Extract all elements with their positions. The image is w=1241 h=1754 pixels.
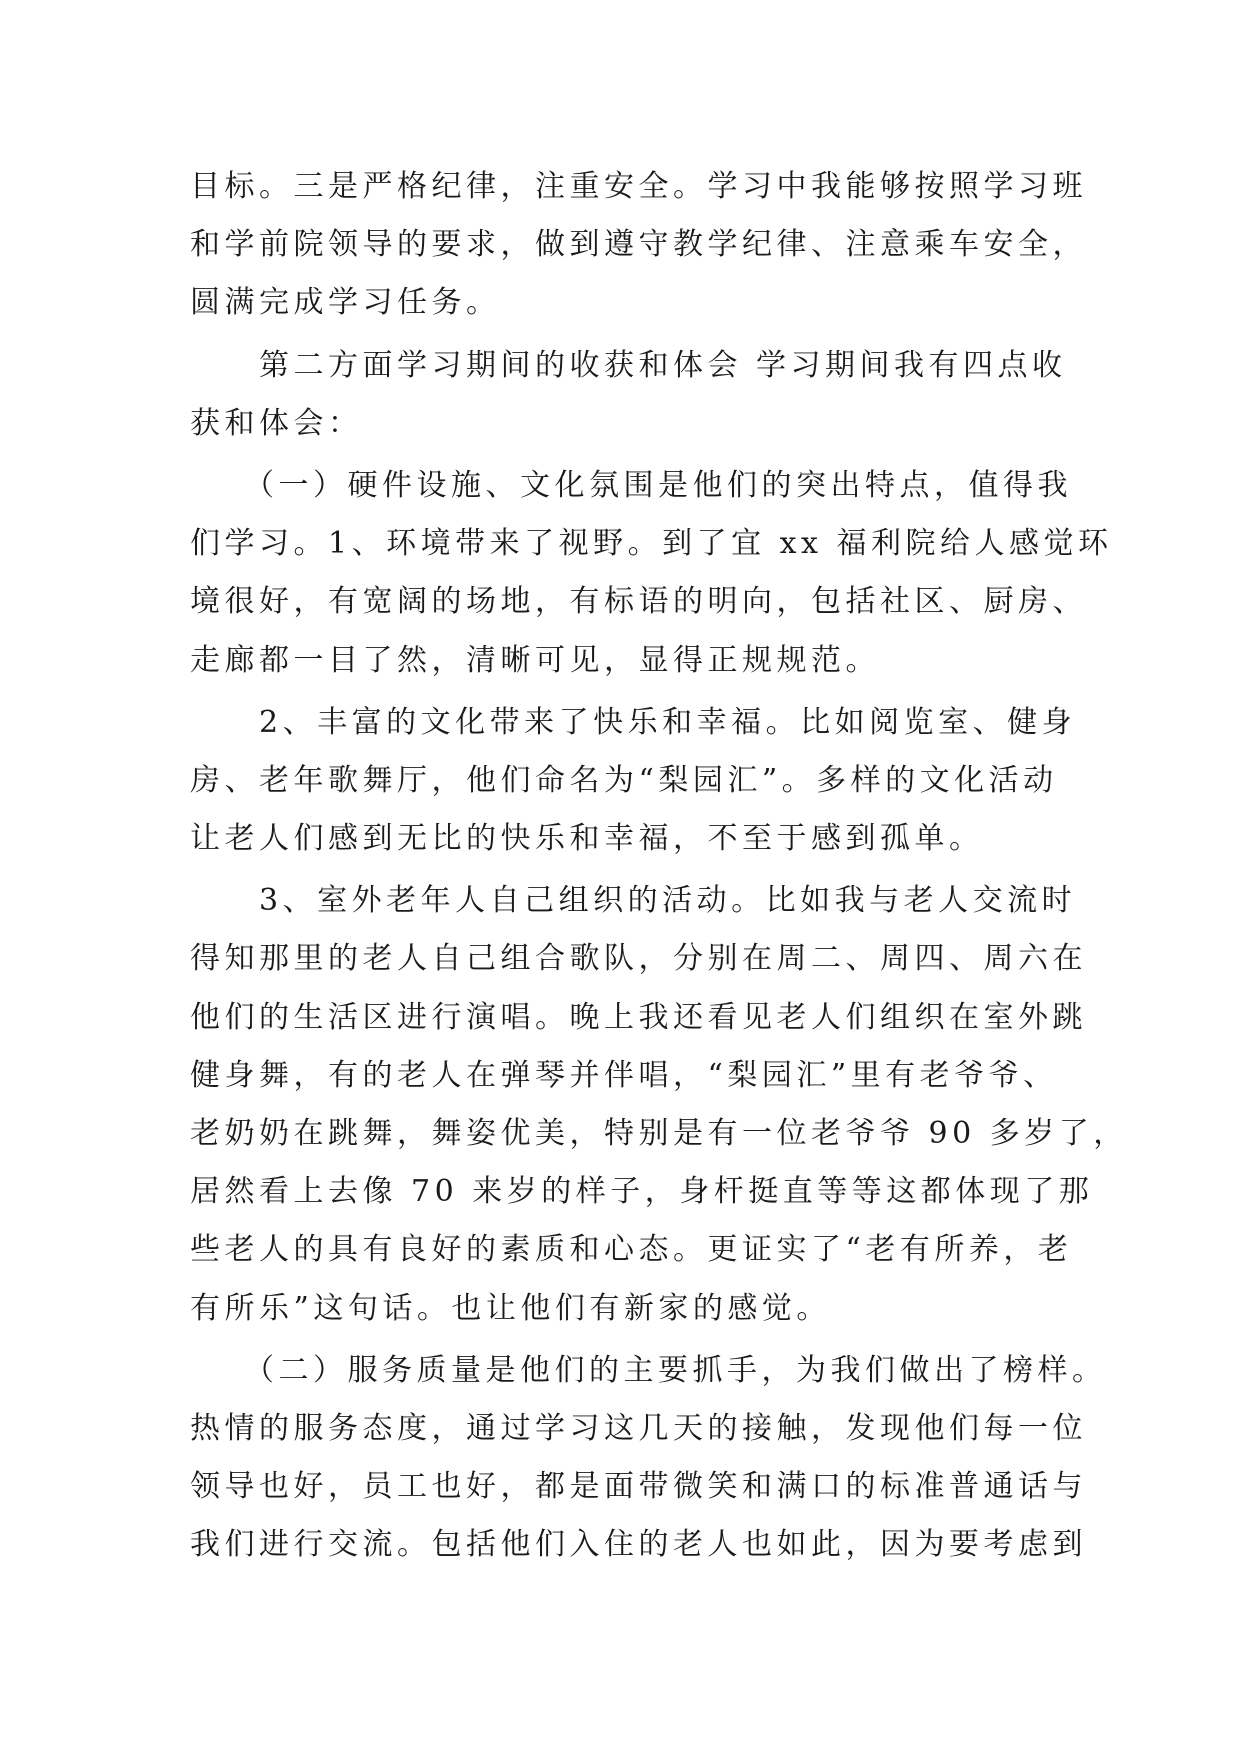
text-line-18: 居然看上去像 70 来岁的样子，身杆挺直等等这都体现了那 bbox=[190, 1174, 1094, 1210]
text-line-7: 们学习。1、环境带来了视野。到了宜 xx 福利院给人感觉环 bbox=[190, 526, 1113, 562]
text-line-17: 老奶奶在跳舞，舞姿优美，特别是有一位老爷爷 90 多岁了， bbox=[190, 1116, 1128, 1151]
text-line-4: 第二方面学习期间的收获和体会 学习期间我有四点收 bbox=[190, 347, 1067, 383]
text-line-13: 3、室外老年人自己组织的活动。比如我与老人交流时 bbox=[190, 883, 1077, 919]
text-line-12: 让老人们感到无比的快乐和幸福，不至于感到孤单。 bbox=[190, 821, 984, 857]
text-line-23: 领导也好，员工也好，都是面带微笑和满口的标准普通话与 bbox=[190, 1469, 1087, 1505]
text-line-21: （二）服务质量是他们的主要抓手，为我们做出了榜样。 bbox=[190, 1352, 1107, 1388]
text-line-24: 我们进行交流。包括他们入住的老人也如此，因为要考虑到 bbox=[190, 1527, 1087, 1563]
text-line-6: （一）硬件设施、文化氛围是他们的突出特点，值得我 bbox=[190, 467, 1072, 503]
text-line-16: 健身舞，有的老人在弹琴并伴唱，“梨园汇”里有老爷爷、 bbox=[190, 1057, 1058, 1093]
text-line-10: 2、丰富的文化带来了快乐和幸福。比如阅览室、健身 bbox=[190, 704, 1077, 740]
text-line-1: 目标。三是严格纪律，注重安全。学习中我能够按照学习班 bbox=[190, 169, 1087, 204]
text-line-14: 得知那里的老人自己组合歌队，分别在周二、周四、周六在 bbox=[190, 941, 1087, 977]
text-line-15: 他们的生活区进行演唱。晚上我还看见老人们组织在室外跳 bbox=[190, 999, 1087, 1035]
text-line-5: 获和体会： bbox=[190, 405, 363, 441]
text-line-2: 和学前院领导的要求，做到遵守教学纪律、注意乘车安全， bbox=[190, 227, 1087, 263]
document-body bbox=[190, 158, 1128, 1575]
text-line-8: 境很好，有宽阔的场地，有标语的明向，包括社区、厨房、 bbox=[190, 584, 1087, 620]
text-line-11: 房、老年歌舞厅，他们命名为“梨园汇”。多样的文化活动 bbox=[190, 762, 1058, 798]
text-line-3: 圆满完成学习任务。 bbox=[190, 285, 501, 321]
text-line-19: 些老人的具有良好的素质和心态。更证实了“老有所养，老 bbox=[190, 1232, 1073, 1268]
text-line-22: 热情的服务态度，通过学习这几天的接触，发现他们每一位 bbox=[190, 1410, 1087, 1446]
text-line-20: 有所乐”这句话。也让他们有新家的感觉。 bbox=[190, 1290, 831, 1326]
text-line-9: 走廊都一目了然，清晰可见，显得正规规范。 bbox=[190, 642, 880, 678]
